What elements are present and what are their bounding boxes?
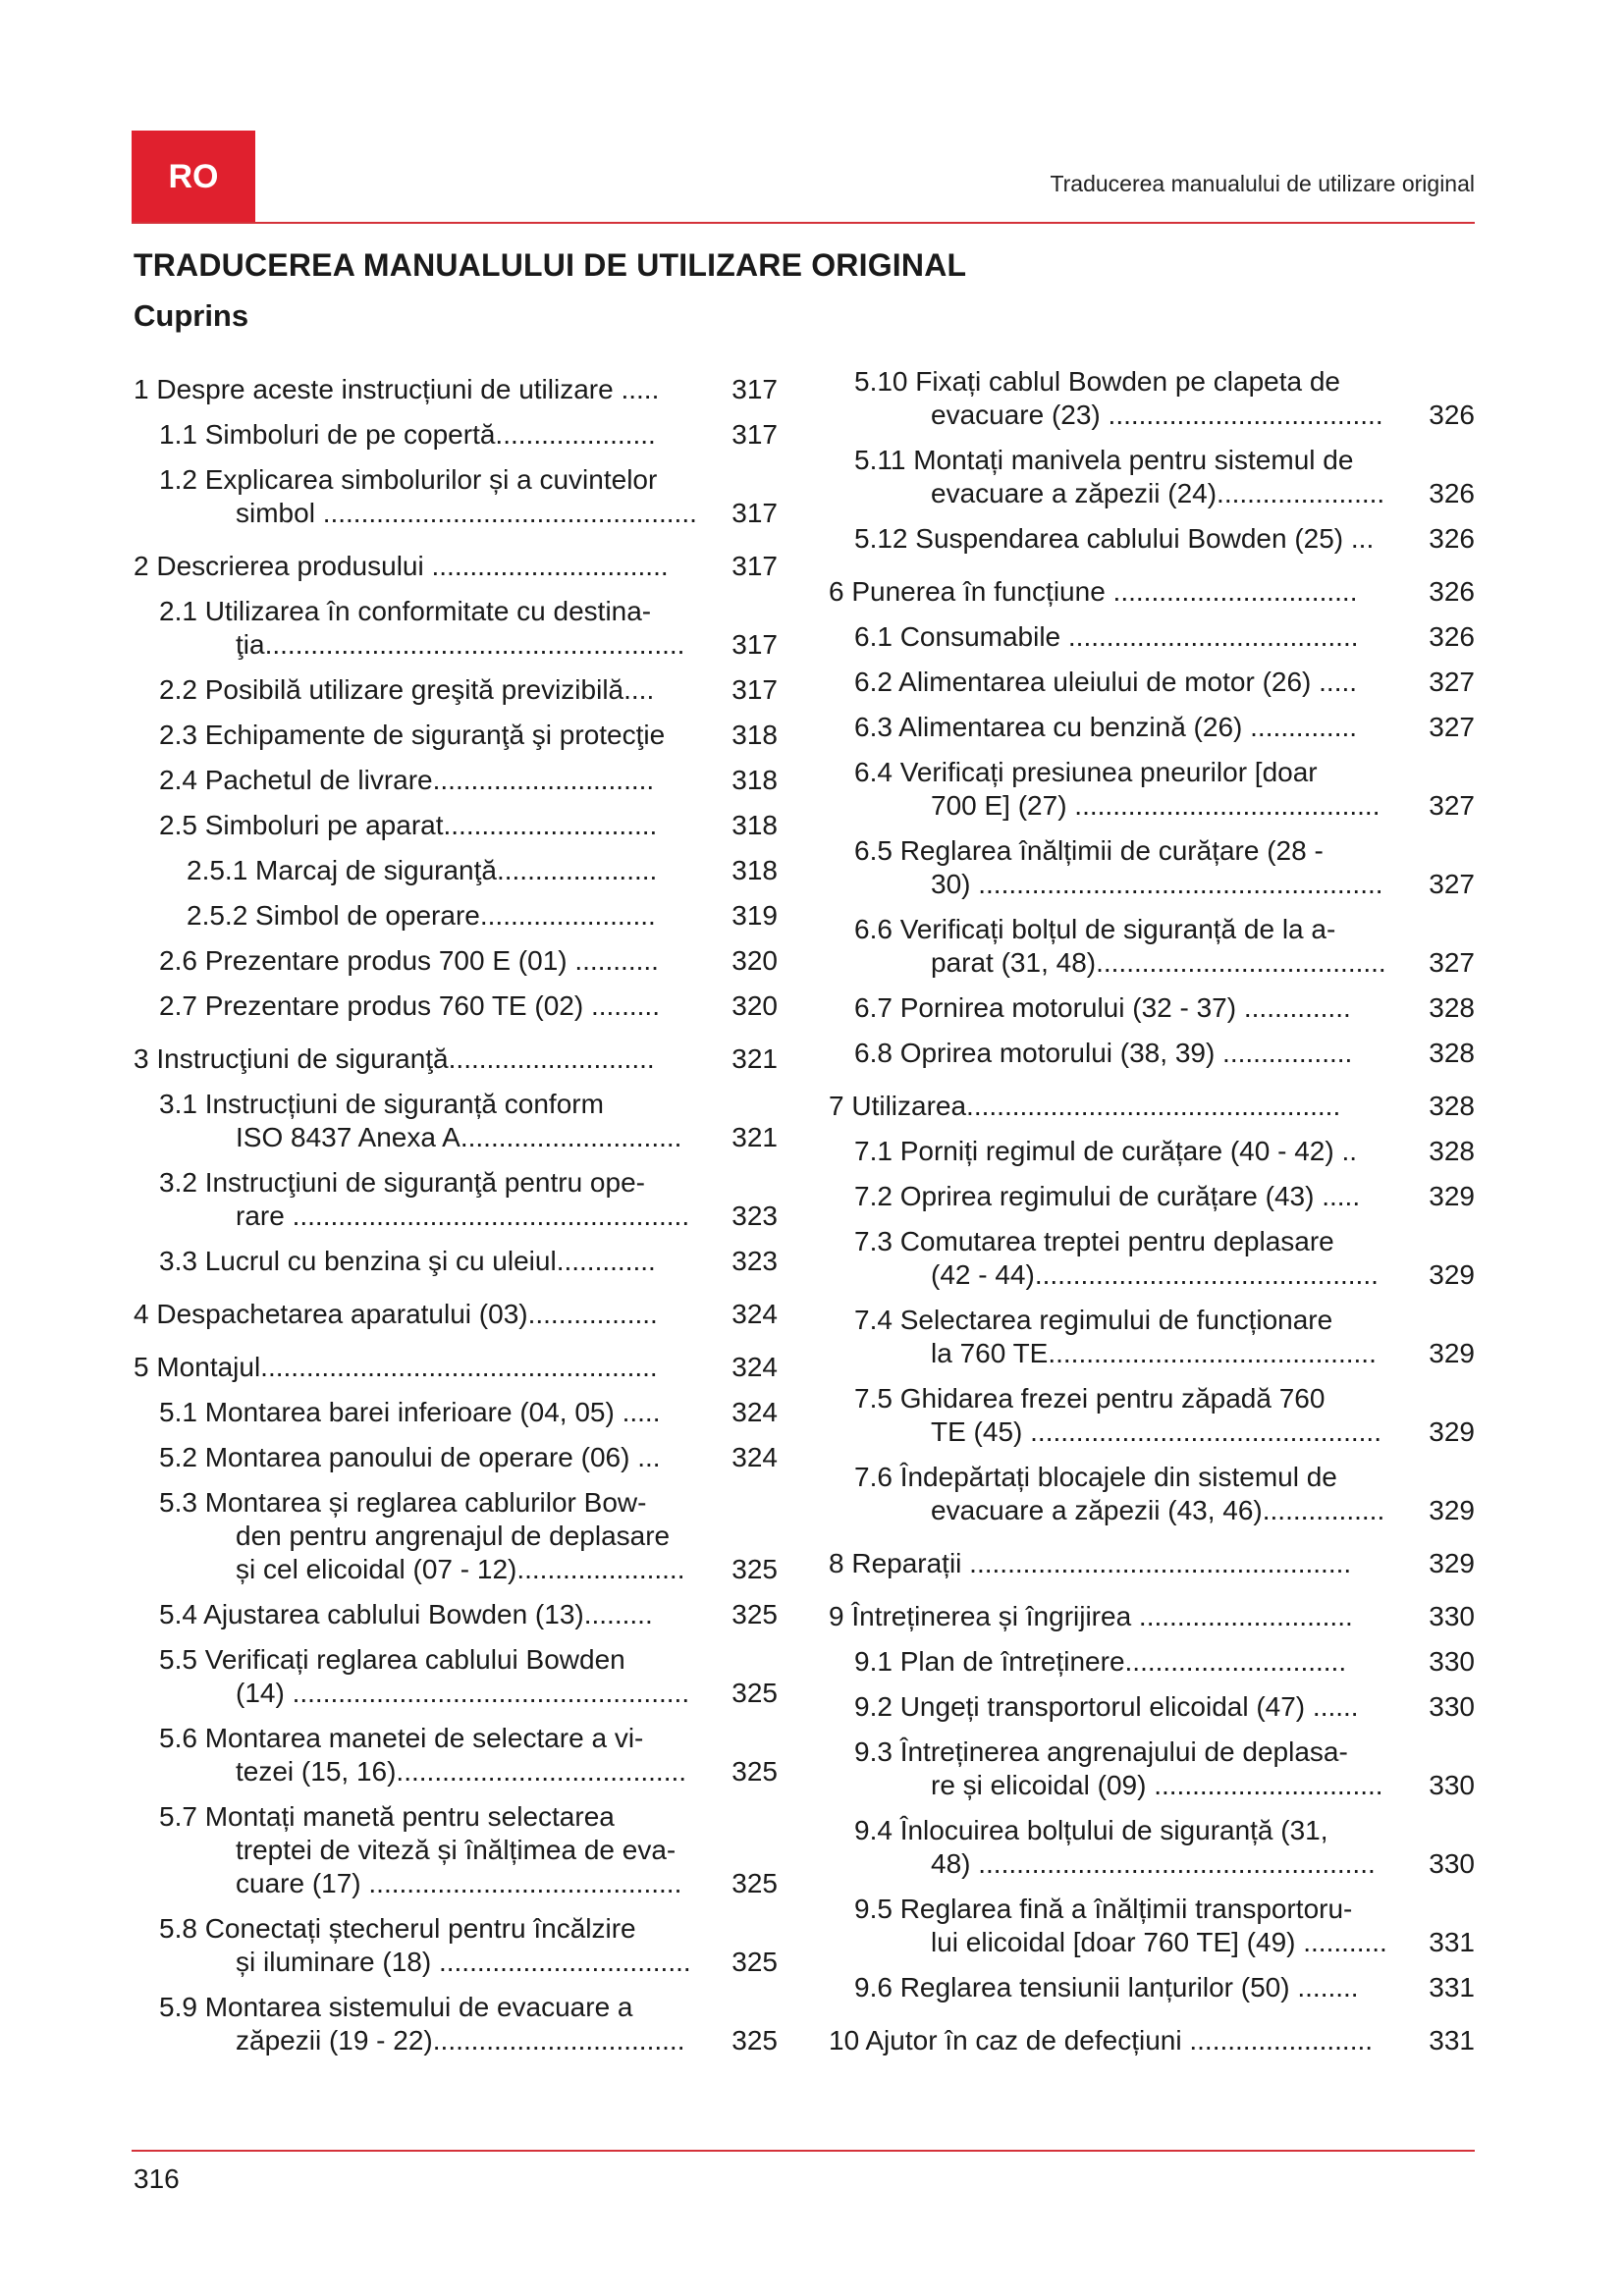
toc-entry-label: 6.6 Verificați bolțul de siguranță de la a-: [854, 914, 1336, 944]
toc-entry-label-continuation: TE (45) ..............................................: [931, 1416, 1381, 1447]
toc-entry-page: 321: [731, 1122, 778, 1152]
toc-entry-label: 9.6 Reglarea tensiunii lanțurilor (50) ........: [854, 1972, 1359, 2002]
toc-entry-label-continuation: (42 - 44).............................................: [931, 1259, 1379, 1290]
toc-entry[interactable]: [134, 719, 778, 752]
toc-entry[interactable]: [829, 711, 1475, 744]
toc-entry-page: 325: [731, 1599, 778, 1629]
toc-entry[interactable]: [134, 1042, 778, 1076]
toc-entry-label-continuation: evacuare a zăpezii (43, 46)................: [931, 1495, 1385, 1525]
toc-entry-page: 324: [731, 1442, 778, 1472]
toc-entry-page: 320: [731, 945, 778, 976]
toc-entry[interactable]: [829, 1971, 1475, 2004]
toc-entry-label-continuation: zăpezii (19 - 22).................................: [236, 2025, 685, 2056]
toc-entry[interactable]: [134, 989, 778, 1023]
toc-entry-page: 318: [731, 720, 778, 750]
toc-entry[interactable]: [829, 913, 1475, 980]
toc-entry-page: 326: [1429, 400, 1475, 430]
toc-entry-label: 6.1 Consumabile ......................................: [854, 621, 1359, 652]
toc-entry[interactable]: [134, 854, 778, 887]
toc-entry[interactable]: [829, 1645, 1475, 1679]
toc-entry-page: 323: [731, 1246, 778, 1276]
toc-entry-label: 8 Reparații ..................................................: [829, 1548, 1352, 1578]
toc-entry-label: 5 Montajul....................................................: [134, 1352, 658, 1382]
toc-entry-label: 7 Utilizarea.................................................: [829, 1091, 1341, 1121]
language-code: RO: [168, 157, 219, 195]
toc-entry-page: 324: [731, 1397, 778, 1427]
toc-entry-label-continuation: 700 E] (27) ........................................: [931, 790, 1380, 821]
toc-entry-page: 327: [1429, 947, 1475, 978]
toc-entry-page: 321: [731, 1043, 778, 1074]
toc-entry-label-continuation: evacuare (23) ....................................: [931, 400, 1383, 430]
toc-entry-label: 3.2 Instrucţiuni de siguranţă pentru ope-: [159, 1167, 645, 1198]
toc-entry-label: 3 Instrucţiuni de siguranţă...........................: [134, 1043, 655, 1074]
toc-entry-label-continuation: rare ....................................................: [236, 1201, 690, 1231]
toc-entry-label-continuation: evacuare a zăpezii (24)......................: [931, 478, 1385, 508]
toc-entry-label: 5.5 Verificați reglarea cablului Bowden: [159, 1644, 625, 1675]
toc-entry-label: 9.3 Întreținerea angrenajului de deplasa-: [854, 1736, 1348, 1767]
toc-entry-label: 7.6 Îndepărtați blocajele din sistemul de: [854, 1462, 1337, 1492]
toc-entry-page: 317: [731, 551, 778, 581]
toc-entry-label: 2.6 Prezentare produs 700 E (01) ...........: [159, 945, 659, 976]
toc-entry-label: 2.1 Utilizarea în conformitate cu destina-: [159, 596, 652, 626]
toc-entry[interactable]: [829, 834, 1475, 901]
toc-entry-label: 2.4 Pachetul de livrare.............................: [159, 765, 655, 795]
toc-entry[interactable]: [134, 1800, 778, 1900]
toc-entry-page: 324: [731, 1299, 778, 1329]
toc-entry-page: 317: [731, 629, 778, 660]
toc-heading: Cuprins: [134, 298, 249, 333]
toc-entry-page: 331: [1429, 2025, 1475, 2056]
page-number: 316: [134, 2163, 180, 2194]
toc-entry[interactable]: [134, 1396, 778, 1429]
toc-entry-label: 5.11 Montați manivela pentru sistemul de: [854, 445, 1354, 475]
toc-entry[interactable]: [829, 1893, 1475, 1959]
toc-entry-page: 327: [1429, 712, 1475, 742]
toc-entry[interactable]: [134, 764, 778, 797]
toc-entry-label: 5.6 Montarea manetei de selectare a vi-: [159, 1723, 644, 1753]
toc-entry[interactable]: [134, 1088, 778, 1154]
toc-entry-page: 325: [731, 2025, 778, 2056]
toc-entry[interactable]: [134, 899, 778, 933]
toc-entry-label-continuation: cuare (17) .........................................: [236, 1868, 682, 1898]
toc-entry-label: 5.1 Montarea barei inferioare (04, 05) .....: [159, 1397, 661, 1427]
toc-entry-page: 325: [731, 1678, 778, 1708]
toc-entry-label-continuation: ţia.......................................................: [236, 629, 685, 660]
toc-entry-label: 6 Punerea în funcțiune ................................: [829, 576, 1358, 607]
language-badge: [132, 131, 255, 223]
toc-entry-page: 330: [1429, 1601, 1475, 1631]
toc-entry-page: 323: [731, 1201, 778, 1231]
toc-entry[interactable]: [829, 1600, 1475, 1633]
toc-entry-label: 3.1 Instrucțiuni de siguranță conform: [159, 1089, 604, 1119]
toc-entry-page: 330: [1429, 1770, 1475, 1800]
toc-entry[interactable]: [829, 1735, 1475, 1802]
toc-entry[interactable]: [134, 373, 778, 406]
toc-entry-page: 318: [731, 855, 778, 885]
toc-entry-page: 327: [1429, 869, 1475, 899]
toc-entry[interactable]: [134, 595, 778, 662]
toc-entry-page: 325: [731, 1554, 778, 1584]
footer-rule: [132, 2150, 1475, 2152]
toc-entry-label: 5.9 Montarea sistemului de evacuare a: [159, 1992, 633, 2022]
toc-entry-label: 2.2 Posibilă utilizare greşită previzibilă....: [159, 674, 655, 705]
toc-entry[interactable]: [829, 444, 1475, 510]
toc-entry-label-continuation: lui elicoidal [doar 760 TE] (49) ...........: [931, 1927, 1387, 1957]
toc-entry-page: 319: [731, 900, 778, 931]
toc-entry[interactable]: [134, 1912, 778, 1979]
toc-entry[interactable]: [134, 1166, 778, 1233]
toc-entry-page: 320: [731, 990, 778, 1021]
toc-entry-label: 9.5 Reglarea fină a înălțimii transportoru-: [854, 1894, 1353, 1924]
toc-entry-page: 329: [1429, 1495, 1475, 1525]
toc-entry-label: 2.3 Echipamente de siguranţă şi protecţie: [159, 720, 666, 750]
toc-entry-label: 7.2 Oprirea regimului de curățare (43) .....: [854, 1181, 1361, 1211]
toc-entry-label-continuation: den pentru angrenajul de deplasare: [236, 1521, 671, 1551]
toc-entry[interactable]: [829, 1180, 1475, 1213]
toc-entry-label: 1 Despre aceste instrucțiuni de utilizare .....: [134, 374, 660, 404]
toc-entry-label-continuation: parat (31, 48)......................................: [931, 947, 1386, 978]
toc-entry-page: 326: [1429, 523, 1475, 554]
toc-entry[interactable]: [829, 666, 1475, 699]
toc-entry-label-continuation: la 760 TE...........................................: [931, 1338, 1377, 1368]
toc-entry-label: 7.4 Selectarea regimului de funcționare: [854, 1305, 1333, 1335]
toc-entry[interactable]: [829, 522, 1475, 556]
toc-entry[interactable]: [829, 1547, 1475, 1580]
toc-entry-label-continuation: 30) .....................................................: [931, 869, 1383, 899]
toc-entry-page: 329: [1429, 1338, 1475, 1368]
toc-entry-label: 7.1 Porniți regimul de curățare (40 - 42) ..: [854, 1136, 1358, 1166]
toc-entry[interactable]: [134, 463, 778, 530]
toc-entry-label: 5.10 Fixați cablul Bowden pe clapeta de: [854, 366, 1340, 397]
toc-entry-page: 329: [1429, 1416, 1475, 1447]
toc-entry-label: 5.8 Conectați ștecherul pentru încălzire: [159, 1913, 636, 1944]
toc-entry-label-continuation: ISO 8437 Anexa A.............................: [236, 1122, 682, 1152]
toc-entry-label-continuation: re și elicoidal (09) ..............................: [931, 1770, 1383, 1800]
toc-entry-label-continuation: simbol .................................................: [236, 498, 697, 528]
toc-entry-label-continuation: și cel elicoidal (07 - 12)......................: [236, 1554, 685, 1584]
toc-entry[interactable]: [134, 1486, 778, 1586]
toc-entry-label: 2.5.2 Simbol de operare.......................: [187, 900, 656, 931]
toc-entry[interactable]: [829, 1304, 1475, 1370]
toc-entry-label-continuation: tezei (15, 16)......................................: [236, 1756, 687, 1787]
toc-entry-page: 317: [731, 674, 778, 705]
toc-entry-label: 6.8 Oprirea motorului (38, 39) .................: [854, 1038, 1353, 1068]
toc-entry-page: 326: [1429, 621, 1475, 652]
toc-entry[interactable]: [829, 991, 1475, 1025]
toc-entry-label: 6.2 Alimentarea uleiului de motor (26) .....: [854, 667, 1358, 697]
toc-entry-label: 5.12 Suspendarea cablului Bowden (25) ...: [854, 523, 1375, 554]
toc-entry-page: 329: [1429, 1181, 1475, 1211]
toc-entry[interactable]: [134, 1991, 778, 2057]
toc-entry[interactable]: [134, 944, 778, 978]
toc-entry-page: 325: [731, 1947, 778, 1977]
toc-entry[interactable]: [134, 809, 778, 842]
toc-entry-label: 6.3 Alimentarea cu benzină (26) ..............: [854, 712, 1358, 742]
toc-entry[interactable]: [829, 1461, 1475, 1527]
toc-entry[interactable]: [829, 1135, 1475, 1168]
toc-entry-page: 328: [1429, 992, 1475, 1023]
toc-entry[interactable]: [134, 550, 778, 583]
toc-entry-page: 328: [1429, 1091, 1475, 1121]
toc-entry-label: 3.3 Lucrul cu benzina şi cu uleiul.............: [159, 1246, 656, 1276]
toc-entry[interactable]: [829, 620, 1475, 654]
toc-entry-label: 4 Despachetarea aparatului (03).................: [134, 1299, 658, 1329]
toc-entry-label-continuation: 48) ....................................................: [931, 1848, 1376, 1879]
toc-entry-page: 327: [1429, 790, 1475, 821]
toc-entry-label: 9.1 Plan de întreținere.............................: [854, 1646, 1347, 1677]
toc-entry-page: 328: [1429, 1136, 1475, 1166]
toc-entry[interactable]: [829, 1382, 1475, 1449]
toc-entry-label: 6.4 Verificați presiunea pneurilor [doar: [854, 757, 1318, 787]
toc-entry-page: 328: [1429, 1038, 1475, 1068]
toc-entry-page: 326: [1429, 478, 1475, 508]
toc-entry[interactable]: [829, 575, 1475, 609]
toc-entry-page: 317: [731, 498, 778, 528]
toc-entry[interactable]: [829, 1814, 1475, 1881]
toc-entry-label: 9.4 Înlocuirea bolțului de siguranță (31,: [854, 1815, 1328, 1845]
toc-entry-label: 7.3 Comutarea treptei pentru deplasare: [854, 1226, 1334, 1256]
toc-entry[interactable]: [134, 1245, 778, 1278]
toc-entry-label: 5.4 Ajustarea cablului Bowden (13).........: [159, 1599, 653, 1629]
toc-entry-page: 318: [731, 810, 778, 840]
toc-entry-label: 2.5 Simboluri pe aparat............................: [159, 810, 658, 840]
toc-entry-label: 7.5 Ghidarea frezei pentru zăpadă 760: [854, 1383, 1326, 1414]
document-title: TRADUCEREA MANUALULUI DE UTILIZARE ORIGINAL: [134, 247, 967, 283]
toc-entry-page: 331: [1429, 1972, 1475, 2002]
toc-entry-label-continuation: (14) ....................................................: [236, 1678, 690, 1708]
toc-entry-page: 317: [731, 374, 778, 404]
toc-right-column: [829, 353, 1475, 2057]
toc-entry-label: 2.5.1 Marcaj de siguranţă.....................: [187, 855, 658, 885]
toc-entry-label: 10 Ajutor în caz de defecțiuni ........................: [829, 2025, 1374, 2056]
toc-entry-page: 326: [1429, 576, 1475, 607]
toc-entry[interactable]: [134, 1441, 778, 1474]
header-rule: [132, 222, 1475, 224]
toc-entry-label: 2.7 Prezentare produs 760 TE (02) .........: [159, 990, 660, 1021]
toc-entry-label: 9 Întreținerea și îngrijirea ............................: [829, 1601, 1353, 1631]
toc-entry-page: 325: [731, 1756, 778, 1787]
toc-left-column: [134, 353, 778, 2057]
toc-entry-page: 317: [731, 419, 778, 450]
toc-entry-page: 330: [1429, 1691, 1475, 1722]
toc-entry[interactable]: [829, 1225, 1475, 1292]
toc-entry-label: 6.5 Reglarea înălțimii de curățare (28 -: [854, 835, 1324, 866]
toc-entry-label: 9.2 Ungeți transportorul elicoidal (47) ......: [854, 1691, 1359, 1722]
toc-entry[interactable]: [134, 418, 778, 452]
toc-entry-page: 329: [1429, 1548, 1475, 1578]
toc-entry-label: 6.7 Pornirea motorului (32 - 37) ..............: [854, 992, 1351, 1023]
toc-entry-label: 5.3 Montarea și reglarea cablurilor Bow-: [159, 1487, 647, 1518]
toc-entry-page: 327: [1429, 667, 1475, 697]
toc-entry[interactable]: [134, 1643, 778, 1710]
toc-entry-label-continuation: și iluminare (18) .................................: [236, 1947, 691, 1977]
toc-entry[interactable]: [134, 1722, 778, 1789]
toc-entry-label-continuation: treptei de viteză și înălțimea de eva-: [236, 1835, 677, 1865]
toc-entry-page: 330: [1429, 1848, 1475, 1879]
toc-entry[interactable]: [829, 756, 1475, 823]
toc-entry[interactable]: [829, 1690, 1475, 1724]
toc-entry-label: 1.2 Explicarea simbolurilor și a cuvintelor: [159, 464, 658, 495]
toc-entry-page: 325: [731, 1868, 778, 1898]
toc-entry[interactable]: [134, 1351, 778, 1384]
toc-entry-page: 318: [731, 765, 778, 795]
toc-entry[interactable]: [829, 1037, 1475, 1070]
toc-entry[interactable]: [829, 2024, 1475, 2057]
toc-entry-label: 5.2 Montarea panoului de operare (06) ...: [159, 1442, 661, 1472]
toc-entry[interactable]: [134, 673, 778, 707]
toc-entry-label: 1.1 Simboluri de pe copertă.....................: [159, 419, 656, 450]
toc-entry[interactable]: [829, 1090, 1475, 1123]
toc-entry[interactable]: [134, 1598, 778, 1631]
toc-entry[interactable]: [134, 1298, 778, 1331]
toc-entry-label: 2 Descrierea produsului ...............................: [134, 551, 669, 581]
toc-entry-page: 324: [731, 1352, 778, 1382]
toc-entry-page: 330: [1429, 1646, 1475, 1677]
toc-entry-page: 331: [1429, 1927, 1475, 1957]
running-header: Traducerea manualului de utilizare original: [1050, 171, 1475, 196]
toc-entry-page: 329: [1429, 1259, 1475, 1290]
toc-entry[interactable]: [829, 365, 1475, 432]
toc-entry-label: 5.7 Montați manetă pentru selectarea: [159, 1801, 615, 1832]
